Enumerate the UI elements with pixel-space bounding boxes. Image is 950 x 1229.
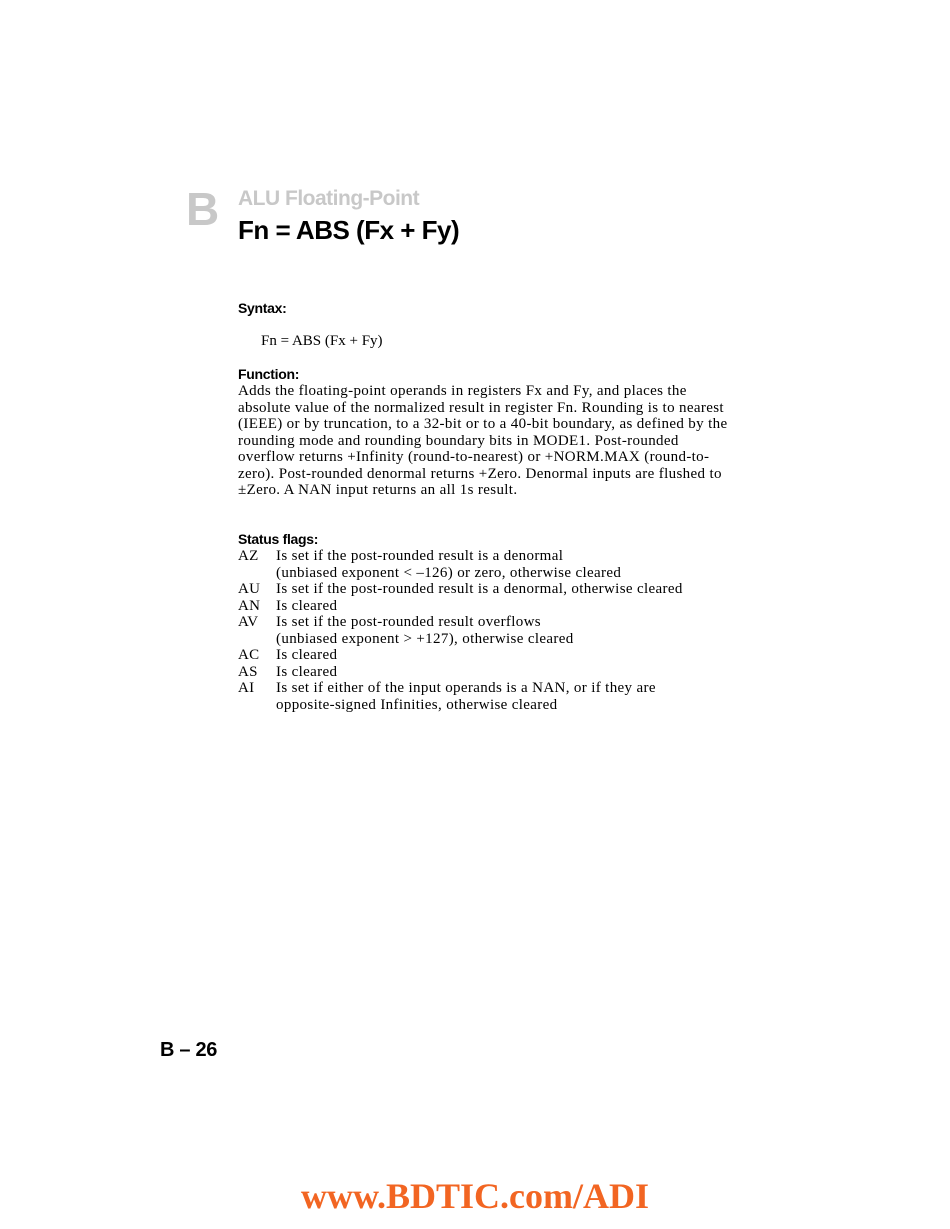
flag-code: AV [238, 614, 259, 630]
flag-description: Is set if the post-rounded result overflows (unbiased exponent > +127), otherwise cleared [276, 614, 574, 647]
flag-row-au [238, 581, 728, 598]
flag-code: AI [238, 680, 255, 696]
flag-description: Is set if the post-rounded result is a denormal (unbiased exponent < –126) or zero, otherwise cleared [276, 548, 622, 581]
flag-description: Is set if the post-rounded result is a denormal, otherwise cleared [276, 581, 683, 597]
flag-code: AC [238, 647, 260, 663]
status-flags-list [238, 548, 728, 713]
function-heading: Function: [238, 366, 300, 382]
flag-row-an [238, 598, 728, 615]
section-label: ALU Floating-Point [238, 187, 420, 210]
flag-code: AU [238, 581, 261, 597]
flag-code: AS [238, 663, 258, 680]
flag-code: AZ [238, 548, 259, 564]
syntax-heading: Syntax: [238, 300, 287, 316]
flag-row-av [238, 614, 728, 647]
flag-description: Is cleared [276, 663, 338, 680]
status-flags-heading: Status flags: [238, 531, 319, 547]
flag-description: Is set if either of the input operands is a NAN, or if they are opposite-signed Infinities, otherwise cleared [276, 680, 656, 713]
watermark-link[interactable]: www.BDTIC.com/ADI [300, 1176, 649, 1216]
flag-row-ai [238, 680, 728, 713]
flag-row-as [238, 664, 728, 681]
page-number: B – 26 [160, 1039, 218, 1061]
flag-row-ac [238, 647, 728, 664]
flag-description: Is cleared [276, 597, 338, 614]
flag-code: AN [238, 597, 261, 614]
page-title: Fn = ABS (Fx + Fy) [238, 215, 460, 245]
flag-row-az [238, 548, 728, 581]
syntax-line: Fn = ABS (Fx + Fy) [261, 333, 383, 349]
flag-description: Is cleared [276, 647, 338, 663]
function-description: Adds the floating-point operands in registers Fx and Fy, and places the absolute value of the normalized result in register Fn. Rounding is to nearest (IEEE) or by truncation, to a 32-bit or to a 40-bit boundary, as defined by the rounding mode and rounding boundary bits in MODE1. Post-rounded overflow returns +Infinity (round-to-nearest) or +NORM.MAX (round-to-zero). Post-rounded denormal returns +Zero. Denormal inputs are flushed to ±Zero. A NAN input returns an all 1s result. [238, 383, 728, 498]
chapter-letter: B [186, 183, 220, 235]
